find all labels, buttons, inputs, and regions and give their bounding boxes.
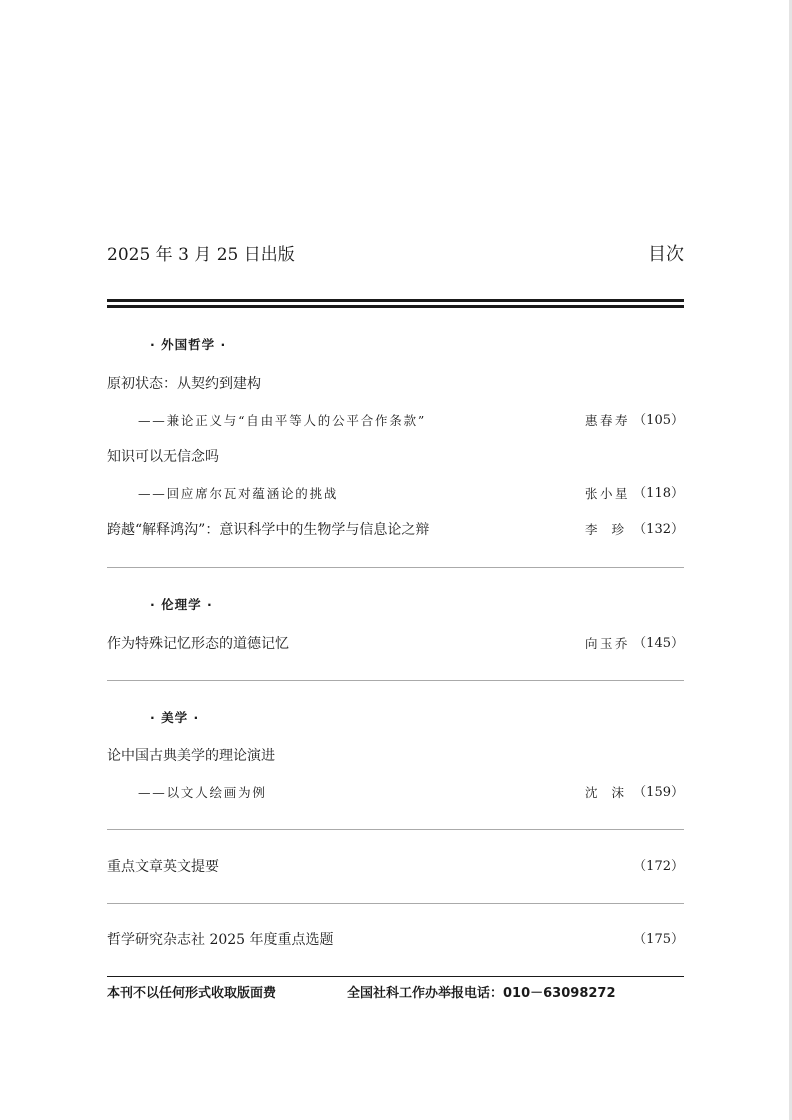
entry-page-number: （145）: [633, 636, 684, 651]
footer-rule: [107, 976, 684, 977]
entry-page-number: （175）: [633, 932, 684, 947]
toc-entry-subtitle-row[interactable]: [107, 409, 684, 433]
toc-entry-title-row[interactable]: [107, 744, 684, 768]
section-divider: [107, 903, 684, 904]
entry-author: 李珍: [585, 522, 639, 537]
entry-subtitle: ——兼论正义与“自由平等人的公平合作条款”: [138, 413, 427, 428]
entry-page-number: （105）: [633, 413, 684, 428]
section-divider: [107, 567, 684, 568]
entry-page-number: （172）: [633, 859, 684, 874]
toc-entry-row[interactable]: [107, 518, 684, 542]
toc-entry-subtitle-row[interactable]: [107, 781, 684, 805]
entry-title: 哲学研究杂志社 2025 年度重点选题: [107, 932, 334, 948]
toc-title: 目次: [648, 244, 684, 265]
no-fee-notice: 本刊不以任何形式收取版面费: [107, 986, 277, 1001]
entry-subtitle: ——以文人绘画为例: [138, 785, 267, 800]
entry-author: 张小星: [585, 486, 631, 501]
entry-author: 向玉乔: [585, 636, 631, 651]
section-heading-aesthetics: · 美学 ·: [150, 710, 200, 725]
entry-page-number: （159）: [633, 785, 684, 800]
entry-title: 知识可以无信念吗: [107, 449, 219, 465]
section-heading-ethics: · 伦理学 ·: [150, 597, 213, 612]
entry-title: 作为特殊记忆形态的道德记忆: [107, 636, 289, 652]
entry-title: 跨越“解释鸿沟”：意识科学中的生物学与信息论之辩: [107, 522, 430, 538]
toc-entry-row[interactable]: [107, 632, 684, 656]
entry-author: 沈沫: [585, 785, 639, 800]
report-hotline-notice: 全国社科工作办举报电话：010－63098272: [347, 986, 616, 1001]
section-divider: [107, 829, 684, 830]
toc-entry-subtitle-row[interactable]: [107, 482, 684, 506]
entry-page-number: （118）: [633, 486, 684, 501]
section-divider: [107, 680, 684, 681]
section-heading-foreign-philosophy: · 外国哲学 ·: [150, 337, 227, 352]
entry-title: 原初状态：从契约到建构: [107, 376, 261, 392]
entry-title: 重点文章英文提要: [107, 859, 219, 875]
toc-entry-row[interactable]: [107, 855, 684, 879]
entry-author: 惠春寿: [585, 413, 631, 428]
toc-header: [107, 242, 684, 268]
entry-title: 论中国古典美学的理论演进: [107, 748, 275, 764]
publish-date: 2025 年 3 月 25 日出版: [107, 245, 295, 265]
table-of-contents-page: [107, 0, 684, 1120]
toc-entry-row[interactable]: [107, 928, 684, 952]
entry-subtitle: ——回应席尔瓦对蕴涵论的挑战: [138, 486, 339, 501]
header-double-rule: [107, 299, 684, 308]
footer-notice: [107, 982, 684, 1006]
toc-entry-title-row[interactable]: [107, 445, 684, 469]
entry-page-number: （132）: [633, 522, 684, 537]
toc-entry-title-row[interactable]: [107, 372, 684, 396]
